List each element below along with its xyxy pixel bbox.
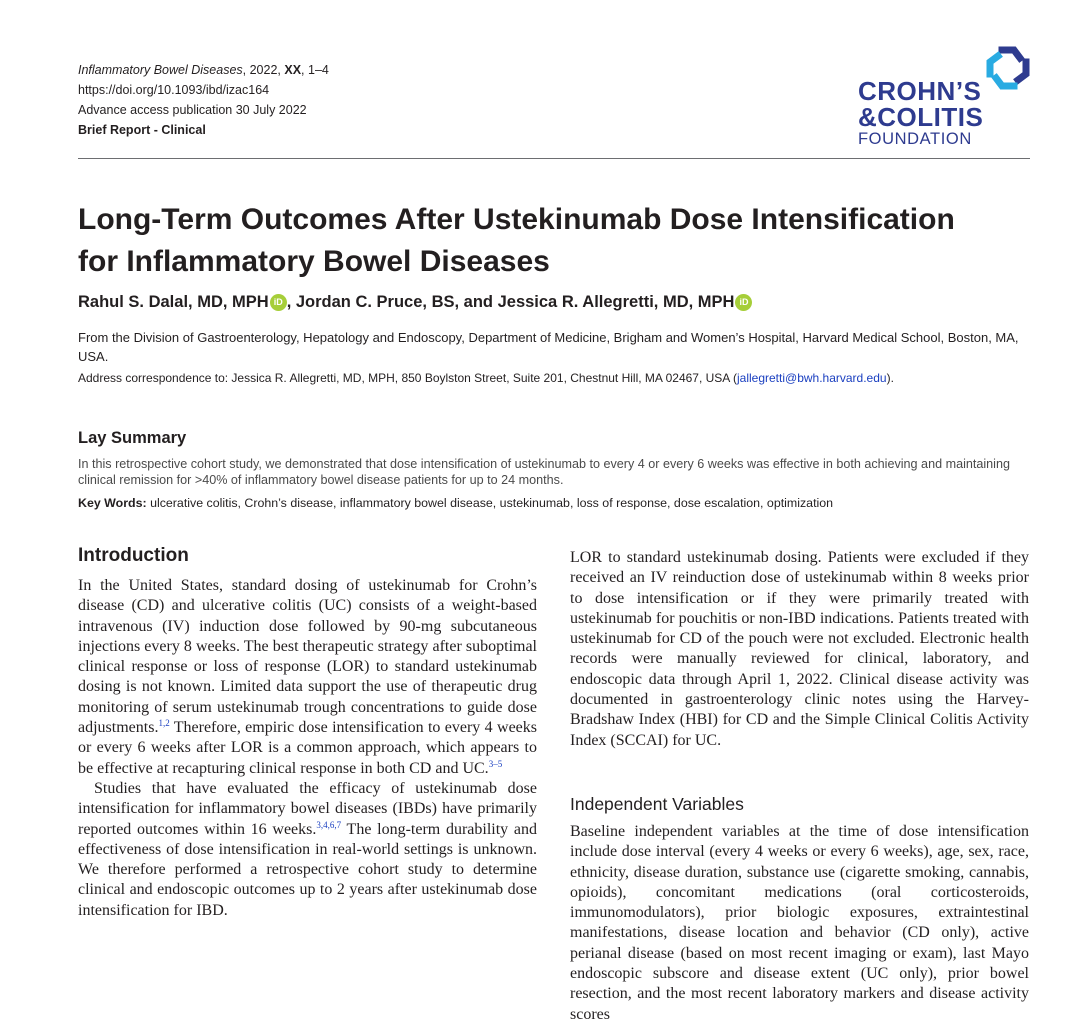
email-link[interactable]: jallegretti@bwh.harvard.edu	[736, 371, 887, 385]
citation-line: Inflammatory Bowel Diseases, 2022, XX, 1–4	[78, 63, 329, 77]
author-1: Rahul S. Dalal, MD, MPH	[78, 293, 269, 311]
citation-ref[interactable]: 3–5	[488, 758, 503, 769]
advance-access: Advance access publication 30 July 2022	[78, 103, 307, 117]
logo-line-1: CROHN’S	[858, 76, 982, 106]
logo-knot-icon	[984, 44, 1032, 92]
orcid-icon[interactable]: iD	[270, 294, 287, 311]
logo-line-2: &COLITIS	[858, 102, 984, 132]
doi-link[interactable]: https://doi.org/10.1093/ibd/izac164	[78, 83, 270, 97]
article-title: Long-Term Outcomes After Ustekinumab Dose Intensification for Inflammatory Bowel Diseases	[78, 203, 955, 278]
logo-line-3: FOUNDATION	[858, 130, 972, 148]
introduction-body	[78, 576, 537, 921]
methods-paragraph: LOR to standard ustekinumab dosing. Patients were excluded if they received an IV reinduction dose of ustekinumab within 8 weeks prior to dose intensification or if they were primarily treated with ustekinumab for pouchitis or non-IBD indications. Patients treated with ustekinumab for CD of the pouch were not excluded. Electronic health records were manually reviewed for clinical, laboratory, and endoscopic data through April 1, 2022. Clinical disease activity was documented in gastroenterology clinic notes using the Harvey-Bradshaw Index (HBI) for CD and the Simple Clinical Colitis Activity Index (SCCAI) for UC.	[570, 549, 1029, 749]
authors-rest: , Jordan C. Pruce, BS, and Jessica R. Allegretti, MD, MPH	[286, 293, 735, 311]
citation-ref[interactable]: 1,2	[158, 718, 170, 729]
author-list	[78, 293, 752, 312]
crohns-colitis-foundation-logo	[858, 44, 1038, 154]
correspondence: Address correspondence to: Jessica R. Allegretti, MD, MPH, 850 Boylston Street, Suite 201, Chestnut Hill, MA 02467, USA (jallegretti@bwh.harvard.edu).	[78, 371, 894, 385]
header-divider	[78, 158, 1030, 159]
keywords: Key Words: ulcerative colitis, Crohn’s disease, inflammatory bowel disease, ustekinumab, loss of response, dose escalation, optimization	[78, 496, 834, 510]
article-type: Brief Report - Clinical	[78, 123, 206, 137]
affiliation: From the Division of Gastroenterology, Hepatology and Endoscopy, Department of Medicine, Brigham and Women’s Hospital, Harvard Medical School, Boston, MA, USA.	[78, 330, 1019, 364]
intro-paragraph-2: Studies that have evaluated the efficacy of ustekinumab dose intensification for inflammatory bowel diseases (IBDs) have primarily reported outcomes within 16 weeks.$^{3,4,6,7}$ The long-term durability and effectiveness of dose intensification in real-world settings is unknown. We therefore performed a retrospective cohort study to determine clinical and endoscopic outcomes up to 2 years after ustekinumab dose intensification for IBD.	[78, 779, 537, 919]
lay-summary-text: In this retrospective cohort study, we demonstrated that dose intensification of ustekinumab to every 4 or every 6 weeks was effective in both achieving and maintaining clinical remission for >40% of inflammatory bowel disease patients for up to 24 months.	[78, 457, 1010, 487]
lay-summary-heading: Lay Summary	[78, 429, 187, 447]
citation-ref[interactable]: 3,4,6,7	[316, 819, 342, 830]
independent-variables-heading: Independent Variables	[570, 794, 744, 814]
introduction-heading: Introduction	[78, 545, 189, 566]
independent-variables-body	[570, 822, 1029, 1025]
intro-paragraph-1: In the United States, standard dosing of ustekinumab for Crohn’s disease (CD) and ulcerative colitis (UC) consists of a weight-based intravenous (IV) induction dose followed by 90-mg subcutaneous injections every 8 weeks. The best therapeutic strategy after suboptimal clinical response or loss of response (LOR) to standard ustekinumab dosing is not known. Limited data support the use of therapeutic drug monitoring of serum ustekinumab trough concentrations to guide dose adjustments.$^{1,2}$ Therefore, empiric dose intensification to every 4 weeks or every 6 weeks after LOR is a common approach, which appears to be effective at recapturing clinical response in both CD and UC.$^{3-5}$	[78, 577, 537, 777]
article-meta	[78, 60, 329, 140]
orcid-icon[interactable]: iD	[735, 294, 752, 311]
independent-variables-paragraph: Baseline independent variables at the time of dose intensification include dose interval (every 4 weeks or every 6 weeks), age, sex, race, ethnicity, disease duration, substance use (cigarette smoking, cannabis, opioids), concomitant medications (oral corticosteroids, immunomodulators), prior biologic exposures, extraintestinal manifestations, disease location and behavior (CD only), active perianal disease (based on most recent imaging or exam), last Mayo endoscopic subscore and disease extent (UC only), prior bowel resection, and the most recent laboratory markers and disease activity scores	[570, 823, 1029, 1023]
methods-body	[570, 548, 1029, 751]
